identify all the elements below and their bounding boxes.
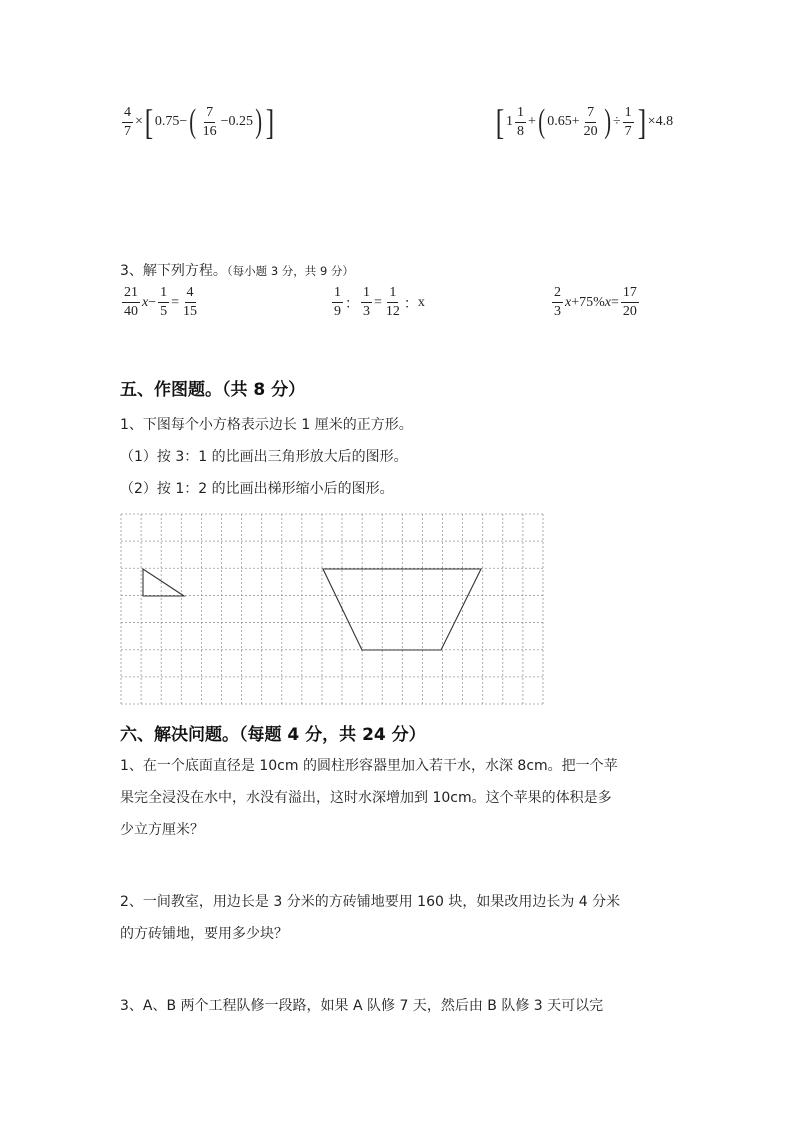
section-5-title: 五、作图题。（共 8 分） xyxy=(120,380,306,400)
left-bracket: [ xyxy=(144,102,154,142)
section-3-title: 3、解下列方程。（每小题 3 分，共 9 分） xyxy=(120,263,354,279)
fraction: $\frac{1}{9}$ xyxy=(334,285,341,319)
fraction: $\frac{1}{8}$ xyxy=(517,104,524,139)
calc-expression-2: [ 1 $\frac{1}{8}$ + ( 0.65 + $\frac{7}{20}$ ) ÷ $\frac{1}{7}$ ] × 4.8 xyxy=(495,102,674,142)
triangle-shape xyxy=(143,569,184,596)
fraction: $\frac{7}{20}$ xyxy=(583,104,598,139)
problem-2: 2、一间教室，用边长是 3 分米的方砖铺地要用 160 块，如果改用边长为 4 分米 的方砖铺地，要用多少块？ xyxy=(120,894,621,942)
fraction: $\frac{21}{40}$ xyxy=(124,285,138,319)
grid-lines xyxy=(121,514,543,704)
right-paren: ) xyxy=(603,103,611,140)
right-bracket: ] xyxy=(266,102,275,142)
problem-3: 3、A、B 两个工程队修一段路，如果 A 队修 7 天，然后由 B 队修 3 天可以完 xyxy=(120,998,604,1014)
problem-1: 1、在一个底面直径是 10cm 的圆柱形容器里加入若干水，水深 8cm。把一个苹 果完全浸没在水中，水没有溢出，这时水深增加到 10cm。这个苹果的体积是多 少立方厘米？ xyxy=(120,758,618,838)
section-5-question-1a: （1）按 3：1 的比画出三角形放大后的图形。 xyxy=(120,449,408,465)
section-5-question-1: 1、下图每个小方格表示边长 1 厘米的正方形。 xyxy=(120,417,413,433)
section-5-question-1b: （2）按 1：2 的比画出梯形缩小后的图形。 xyxy=(120,481,394,497)
section-3-score-note: （每小题 3 分，共 9 分） xyxy=(226,264,354,278)
fraction: $\frac{7}{16}$ xyxy=(202,104,217,139)
right-paren: ) xyxy=(255,103,263,140)
left-paren: ( xyxy=(189,103,197,140)
fraction: $\frac{1}{7}$ xyxy=(624,104,632,139)
fraction: $\frac{4}{15}$ xyxy=(183,285,198,319)
fraction: $\frac{1}{3}$ xyxy=(363,285,370,319)
left-paren: ( xyxy=(538,103,545,140)
fraction: $\frac{2}{3}$ xyxy=(554,285,561,319)
fraction: $\frac{4}{7}$ xyxy=(124,104,131,139)
calc-expression-1: $\frac{4}{7}$ × [ 0.75 − ( $\frac{7}{16}$ − 0.25 ) ] xyxy=(124,102,275,142)
equation-2: $\frac{1}{9}$ ： $\frac{1}{3}$ = $\frac{1}{12}$ ： x xyxy=(334,285,425,319)
left-bracket: [ xyxy=(495,102,505,142)
equation-1: $\frac{21}{40}$ x − $\frac{1}{5}$ = $\frac{4}{15}$ xyxy=(124,285,198,319)
fraction: $\frac{17}{20}$ xyxy=(622,285,637,319)
right-bracket: ] xyxy=(637,102,646,142)
trapezoid-shape xyxy=(323,569,481,650)
fraction: $\frac{1}{5}$ xyxy=(160,285,168,319)
drawing-grid xyxy=(120,513,544,705)
section-6-title: 六、解决问题。（每题 4 分，共 24 分） xyxy=(120,725,426,745)
equation-3: $\frac{2}{3}$ x + 75% x = $\frac{17}{20}$ xyxy=(554,285,637,319)
fraction: $\frac{1}{12}$ xyxy=(385,285,400,319)
